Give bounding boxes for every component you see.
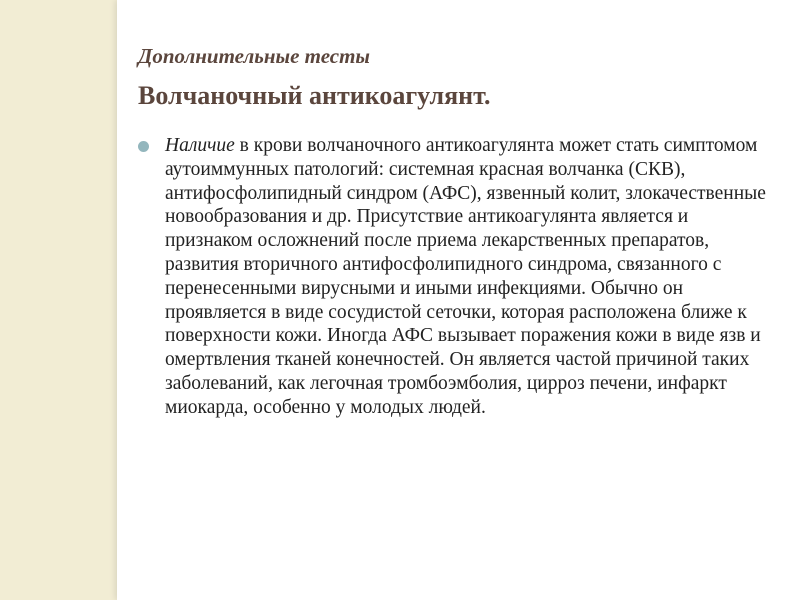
bullet-body: в крови волчаночного антикоагулянта может стать симптомом аутоиммунных патологий: системная красная волчанка (СКВ), антифосфолипидный синдром (АФС), язвенный колит, злокачественные новообразования и др. Присутствие антикоагулянта является и признаком осложнений после приема лекарственных препаратов, развития вторичного антифосфолипидного синдрома, связанного с перенесенными вирусными и иными инфекциями. Обычно он проявляется в виде сосудистой сеточки, которая расположена ближе к поверхности кожи. Иногда АФС вызывает поражения кожи в виде язв и омертвления тканей конечностей. Он является частой причиной таких заболеваний, как легочная тромбоэмболия, цирроз печени, инфаркт миокарда, особенно у молодых людей. xyxy=(165,135,766,418)
bullet-item xyxy=(138,134,778,420)
left-decorative-band xyxy=(0,0,117,600)
slide-subtitle: Дополнительные тесты xyxy=(138,44,370,68)
bullet-text xyxy=(165,134,778,420)
bullet-dot-icon xyxy=(138,141,149,152)
slide-title: Волчаночный антикоагулянт. xyxy=(138,81,491,110)
bullet-lead-italic: Наличие xyxy=(165,135,235,156)
